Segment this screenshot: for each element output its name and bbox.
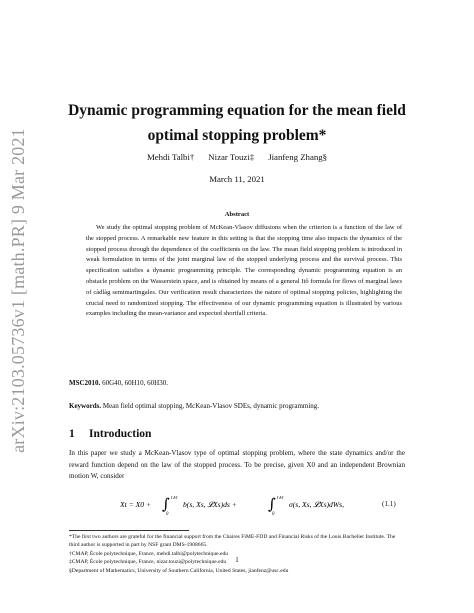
integral-sign-1: ∫ — [162, 495, 170, 513]
publication-date: March 11, 2021 — [209, 174, 265, 184]
page-number: 1 — [235, 556, 239, 564]
footnote-zhang[interactable]: §Department of Mathematics, University of Southern California, United States, jianfenz@usc.edu — [69, 567, 289, 574]
arxiv-identifier[interactable]: arXiv:2103.05736v1 [math.PR] 9 Mar 2021 — [7, 127, 28, 453]
title-line-1: Dynamic programming equation for the mean field — [68, 102, 406, 119]
author-touzi: Nizar Touzi‡ — [208, 152, 255, 162]
author-list — [50, 152, 424, 162]
integral-2-upper: t∧τ — [277, 496, 284, 501]
integral-sign-2: ∫ — [268, 495, 276, 513]
keywords-value: Mean field optimal stopping, McKean-Vlasov SDEs, dynamic programming. — [102, 402, 320, 410]
footnotes — [69, 533, 405, 575]
equation-diffusion-term: σ(s, Xs, 𝓛Xs)dWs, — [289, 500, 345, 509]
integral-1-lower: 0 — [166, 512, 169, 516]
abstract-text: We study the optimal stopping problem of McKean-Vlasov diffusions when the criterion is a function of the law of the stopped process. A remarkable new feature in this setting is that the stopping time also impacts the dynamics of the stopped process through the dependence of the coefficients on the law. The mean field stopping problem is introduced in weak formulation in terms of the joint marginal law of the stopped underlying process and the survival process. This specification satisfies a dynamic programming principle. The corresponding dynamic programming equation is an obstacle problem on the Wasserstein space, and is obtained by means of a general Itô formula for flows of marginal laws of càdlàg semimartingales. Our verification result characterizes the nature of optimal stopping policies, highlighting the crucial need to randomized stopping. The effectiveness of our dynamic programming equation is illustrated by various examples including the mean-variance and expected shortfall criteria. — [86, 224, 402, 318]
msc-value: 60G40, 60H10, 60H30. — [102, 379, 168, 387]
footnote-funding: *The first two authors are grateful for the financial support from the Chaires FiME-FDD and Financial Risks of the Louis Bachelier Institute. The third author is supported in part by NSF grant DMS-1908665. — [69, 534, 396, 549]
section-number: 1 — [69, 428, 75, 440]
author-talbi: Mehdi Talbi† — [146, 152, 195, 162]
paper-title — [50, 98, 424, 148]
equation-number: (1.1) — [382, 500, 396, 508]
author-zhang: Jianfeng Zhang§ — [268, 152, 328, 162]
equation-drift-term: b(s, Xs, 𝓛Xs)ds + — [183, 500, 237, 509]
msc-classification — [69, 379, 409, 387]
title-line-2: optimal stopping problem* — [147, 127, 327, 144]
abstract-heading: Abstract — [224, 211, 250, 218]
keywords-label: Keywords. — [69, 402, 102, 410]
arxiv-sidebar — [4, 127, 32, 453]
msc-label: MSC2010. — [69, 379, 101, 387]
section-heading — [69, 428, 151, 440]
equation-lhs: Xt = X0 + — [120, 500, 152, 509]
keywords — [69, 402, 409, 410]
footnote-rule — [69, 530, 189, 531]
section-title: Introduction — [89, 428, 152, 440]
equation-1-1 — [120, 494, 410, 516]
footnote-talbi[interactable]: †CMAP, École polytechnique, France, mehdi.talbi@polytechnique.edu — [69, 550, 229, 557]
intro-paragraph: In this paper we study a McKean-Vlasov type of optimal stopping problem, where the state dynamics and/or the reward function depend on the law of the stopped process. To be precise, given X0 and an independent Brownian motion W, consider — [69, 449, 405, 481]
integral-1-upper: t∧τ — [171, 496, 178, 501]
footnote-touzi[interactable]: ‡CMAP, École polytechnique, France, nizar.touzi@polytechnique.edu — [69, 559, 227, 566]
integral-2-lower: 0 — [272, 512, 275, 516]
